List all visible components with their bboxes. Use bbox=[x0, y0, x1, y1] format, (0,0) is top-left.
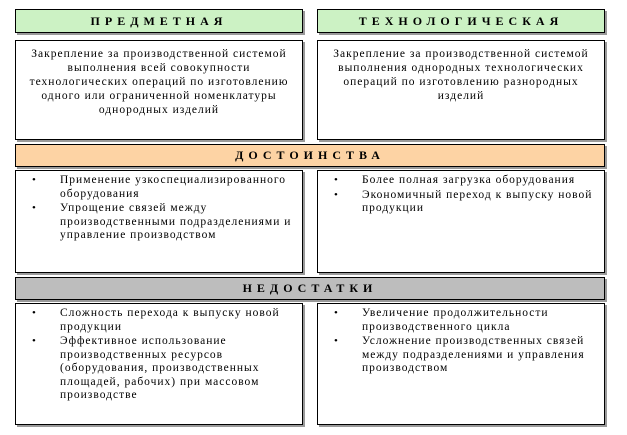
list-item bbox=[326, 174, 598, 188]
description-technological bbox=[317, 40, 605, 140]
disadvantages-subject bbox=[15, 303, 303, 425]
description-subject-text: Закрепление за производственной системой выполнения всей совокупности технологических операций по изготовлению одного или ограниченной номенклатуры однородных изделий bbox=[29, 48, 289, 116]
list-item bbox=[326, 189, 598, 216]
disadvantages-technological-list bbox=[326, 307, 598, 376]
list-item-text: Сложность перехода к выпуску новой продукции bbox=[60, 307, 280, 333]
bullet-icon: • bbox=[32, 307, 37, 319]
list-item bbox=[24, 335, 296, 403]
list-item-text: Упрощение связей между производственными подразделениями и управление производством bbox=[60, 202, 292, 241]
bullet-icon: • bbox=[32, 335, 37, 347]
list-item bbox=[326, 307, 598, 334]
list-item bbox=[24, 307, 296, 334]
advantages-subject-list bbox=[24, 174, 296, 243]
bullet-icon: • bbox=[32, 174, 37, 186]
description-technological-text: Закрепление за производственной системой выполнения однородных технологических операций по изготовлению разнородных изделий bbox=[333, 48, 589, 102]
advantages-subject bbox=[15, 170, 303, 273]
list-item bbox=[326, 335, 598, 376]
list-item-text: Эффективное использование производственных ресурсов (оборудования, производственных площадей, рабочих) при массовом производстве bbox=[60, 335, 260, 401]
list-item-text: Более полная загрузка оборудования bbox=[362, 174, 576, 186]
bullet-icon: • bbox=[334, 307, 339, 319]
disadvantages-subject-list bbox=[24, 307, 296, 403]
header-subject-type-label: ПРЕДМЕТНАЯ bbox=[90, 13, 228, 28]
advantages-technological-list bbox=[326, 174, 598, 216]
list-item bbox=[24, 174, 296, 201]
header-technological-type-label: ТЕХНОЛОГИЧЕСКАЯ bbox=[358, 13, 564, 28]
description-subject bbox=[15, 40, 303, 140]
header-advantages bbox=[15, 144, 605, 167]
disadvantages-technological bbox=[317, 303, 605, 425]
bullet-icon: • bbox=[334, 335, 339, 347]
header-advantages-label: ДОСТОИНСТВА bbox=[235, 148, 385, 162]
list-item-text: Экономичный переход к выпуску новой продукции bbox=[362, 188, 593, 214]
list-item-text: Усложнение производственных связей между подразделениями и управления производством bbox=[362, 335, 585, 374]
list-item-text: Применение узкоспециализированного оборудования bbox=[60, 174, 287, 200]
bullet-icon: • bbox=[334, 188, 339, 201]
bullet-icon: • bbox=[334, 174, 339, 186]
list-item-text: Увеличение продолжительности производственного цикла bbox=[362, 307, 549, 333]
list-item bbox=[24, 202, 296, 243]
advantages-technological bbox=[317, 170, 605, 273]
header-disadvantages-label: НЕДОСТАТКИ bbox=[242, 281, 378, 295]
bullet-icon: • bbox=[32, 202, 37, 214]
header-subject-type bbox=[15, 9, 303, 33]
header-disadvantages bbox=[15, 277, 605, 300]
header-technological-type bbox=[317, 9, 605, 33]
